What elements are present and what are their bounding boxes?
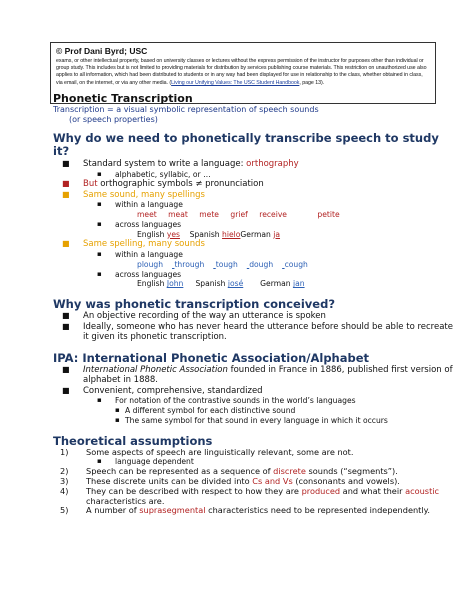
conceived-heading: Why was phonetic transcription conceived? <box>53 297 335 312</box>
square-bullet-icon: ■ <box>62 159 70 168</box>
list-item: ■ International Phonetic Association founded in France in 1886, published first version of alphabet in 1888. <box>62 364 453 386</box>
numbered-item: 5) A number of suprasegmental characteristics need to be represented independently. <box>60 505 430 516</box>
ipa-heading: IPA: International Phonetic Association/Alphabet <box>53 350 370 365</box>
square-bullet-icon: ■ <box>62 239 70 249</box>
list-item: ▪ The same symbol for that sound in every language in which it occurs <box>115 415 388 425</box>
small-bullet-icon: ▪ <box>97 200 102 209</box>
list-item: ■ Same sound, many spellings <box>62 189 205 200</box>
list-item: ▪ across languages <box>97 219 182 229</box>
example-words-row: meet meat mete grief receive petite <box>137 210 340 220</box>
numbered-item: 1) Some aspects of speech are linguistically relevant, some are not. <box>60 446 354 457</box>
square-bullet-icon: ■ <box>62 311 70 321</box>
list-item: ▪ alphabetic, syllabic, or … <box>97 169 211 179</box>
document-body <box>53 92 453 516</box>
square-bullet-icon: ■ <box>62 179 70 189</box>
theoretical-heading: Theoretical assumptions <box>53 433 213 448</box>
orthography-term: orthography <box>246 159 299 169</box>
list-item: ▪ language dependent <box>97 457 194 467</box>
transcription-definition-2: (or speech properties) <box>69 115 158 124</box>
small-bullet-icon: ▪ <box>97 396 102 405</box>
small-bullet-icon: ▪ <box>97 269 102 278</box>
phonetic-transcription-title: Phonetic Transcription <box>53 92 193 105</box>
list-item: ▪ For notation of the contrastive sounds in the world’s languages <box>97 396 356 406</box>
list-item: ▪ within a language <box>97 200 183 210</box>
small-bullet-icon: ▪ <box>115 415 120 424</box>
list-item: ■ Same spelling, many sounds <box>62 239 205 250</box>
example-languages-row: English yes Spanish hieloGerman ja <box>137 229 281 239</box>
copyright-notice <box>56 58 430 87</box>
copyright-owner: © Prof Dani Byrd; USC <box>56 46 148 56</box>
small-bullet-icon: ▪ <box>115 405 120 414</box>
copyright-notice-text: exams, or other intellectual property, based on university classes or lectures without the express permission of the instructor for purposes other than individual or group study. This includes but is not limited to providing materials for distribution by services publishing course materials. This restriction on unauthorized use also applies to all information, which had been distributed to students or in any way had been displayed for use in relationship to the class, whether obtained in class, via email, on the internet, or via any other media. <box>56 58 427 86</box>
small-bullet-icon: ▪ <box>97 249 102 258</box>
handbook-link[interactable]: Living our Unifying Values: The USC Student Handbook <box>171 79 300 86</box>
list-item: ■ Standard system to write a language: orthography <box>62 159 299 169</box>
handbook-link-close: , page 13). <box>299 79 325 86</box>
list-item: ■ An objective recording of the way an utterance is spoken <box>62 311 326 322</box>
transcription-definition: Transcription = a visual symbolic representation of speech sounds <box>53 105 319 114</box>
list-item: ■ But orthographic symbols ≠ pronunciation <box>62 179 264 190</box>
square-bullet-icon: ■ <box>62 364 70 374</box>
square-bullet-icon: ■ <box>62 189 70 199</box>
list-item: ▪ across languages <box>97 269 182 279</box>
example-languages-row: English John Spanish josé German jan <box>137 279 305 289</box>
square-bullet-icon: ■ <box>62 321 70 331</box>
list-item: ▪ within a language <box>97 249 183 259</box>
list-item: ■ Convenient, comprehensive, standardized <box>62 385 263 396</box>
example-words-row: plough through tough dough cough <box>137 259 308 269</box>
handbook-link-open: ( <box>169 79 172 86</box>
list-item: ■ Ideally, someone who has never heard the utterance before should be able to recreate it given its phonetic transcription. <box>62 321 453 343</box>
numbered-item: 4) They can be described with respect to how they are produced and what their acoustic characteristics are. <box>60 485 440 506</box>
small-bullet-icon: ▪ <box>97 169 102 178</box>
why-transcribe-heading: Why do we need to phonetically transcribe speech to study it? <box>53 131 439 158</box>
list-item: ▪ A different symbol for each distinctive sound <box>115 405 296 415</box>
small-bullet-icon: ▪ <box>97 457 102 466</box>
square-bullet-icon: ■ <box>62 385 70 395</box>
numbered-item: 2) Speech can be represented as a sequence of discrete sounds (“segments”). <box>60 466 398 477</box>
small-bullet-icon: ▪ <box>97 219 102 228</box>
numbered-item: 3) These discrete units can be divided into Cs and Vs (consonants and vowels). <box>60 475 400 486</box>
